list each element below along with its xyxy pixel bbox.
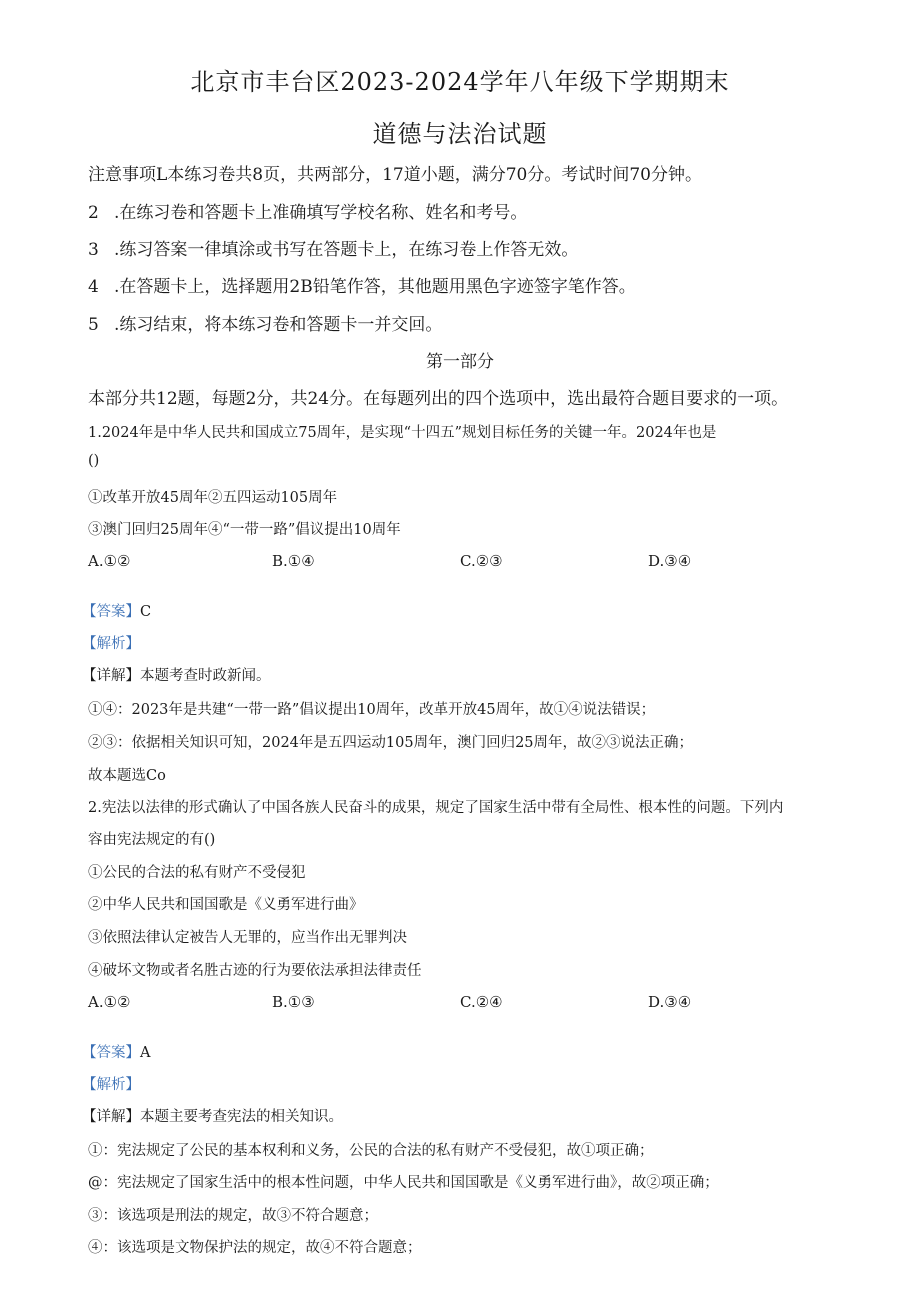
notice-text: .在答题卡上，选择题用2B铅笔作答，其他题用黑色字迹签字笔作答。 (114, 277, 636, 297)
q2-option-c: C.②④ (460, 993, 503, 1011)
q2-stem-line2: 容由宪法规定的有() (88, 832, 216, 848)
q2-stem-line1: 2.宪法以法律的形式确认了中国各族人民奋斗的成果，规定了国家生活中带有全局性、根本性的问题。下列内 (88, 800, 784, 816)
q2-item-3: ③依照法律认定被告人无罪的，应当作出无罪判决 (88, 930, 407, 946)
q1-item-line2: ③澳门回归25周年④“一带一路”倡议提出10周年 (88, 522, 401, 538)
section-title: 第一部分 (426, 352, 494, 372)
q2-explanation-2: @：宪法规定了国家生活中的根本性问题，中华人民共和国国歌是《义勇军进行曲》，故②项正确； (88, 1175, 719, 1191)
q1-analysis-tag: 【解析】 (82, 636, 140, 652)
q2-option-b: B.①③ (272, 993, 315, 1011)
notice-item-3 (88, 235, 578, 260)
q1-option-b: B.①④ (272, 552, 315, 570)
q1-option-a: A.①② (88, 552, 131, 570)
notice-number: 4 (88, 277, 99, 297)
notice-number: 3 (88, 240, 99, 260)
notice-text: .练习答案一律填涂或书写在答题卡上，在练习卷上作答无效。 (114, 240, 579, 260)
q2-option-a: A.①② (88, 993, 131, 1011)
detail-tag: 【详解】 (82, 668, 140, 684)
q2-analysis-tag: 【解析】 (82, 1077, 140, 1093)
notice-text: 注意事项L本练习卷共8页，共两部分，17道小题，满分70分。考试时间70分钟。 (88, 165, 702, 185)
document-title: 北京市丰台区2023-2024学年八年级下学期期末 (190, 68, 730, 96)
q1-item-line1: ①改革开放45周年②五四运动105周年 (88, 490, 338, 506)
q1-explanation-3: 故本题选Co (88, 768, 166, 784)
q1-stem-line1: 1.2024年是中华人民共和国成立75周年，是实现“十四五”规划目标任务的关键一年。2024年也是 (88, 425, 717, 441)
q1-option-c: C.②③ (460, 552, 503, 570)
detail-text: 本题主要考查宪法的相关知识。 (140, 1109, 343, 1125)
q2-answer (82, 1041, 150, 1062)
notice-item-5 (88, 310, 442, 335)
answer-value: C (140, 604, 152, 620)
notice-number: 2 (88, 203, 99, 223)
notice-number: 5 (88, 315, 99, 335)
q1-answer (82, 600, 151, 621)
notice-item-4 (88, 272, 636, 297)
q2-explanation-1: ①：宪法规定了公民的基本权利和义务，公民的合法的私有财产不受侵犯，故①项正确； (88, 1143, 654, 1159)
detail-text: 本题考查时政新闻。 (140, 668, 271, 684)
q1-explanation-2: ②③：依据相关知识可知，2024年是五四运动105周年，澳门回归25周年，故②③说法正确； (88, 735, 694, 751)
q2-explanation-4: ④：该选项是文物保护法的规定，故④不符合题意； (88, 1240, 422, 1256)
q2-item-1: ①公民的合法的私有财产不受侵犯 (88, 865, 306, 881)
q2-item-4: ④破坏文物或者名胜古迹的行为要依法承担法律责任 (88, 963, 422, 979)
answer-tag: 【答案】 (82, 604, 140, 620)
q2-explanation-3: ③：该选项是刑法的规定，故③不符合题意； (88, 1208, 378, 1224)
q2-option-d: D.③④ (648, 993, 692, 1011)
notice-item-1 (88, 160, 702, 185)
q2-detail (82, 1105, 343, 1126)
document-subtitle: 道德与法治试题 (372, 120, 548, 148)
section-intro: 本部分共12题，每题2分，共24分。在每题列出的四个选项中，选出最符合题目要求的一项。 (88, 389, 789, 409)
answer-tag: 【答案】 (82, 1045, 140, 1061)
notice-text: .练习结束，将本练习卷和答题卡一并交回。 (114, 315, 443, 335)
notice-item-2 (88, 198, 527, 223)
q1-stem-line2: () (88, 453, 100, 469)
notice-text: .在练习卷和答题卡上准确填写学校名称、姓名和考号。 (114, 203, 528, 223)
q1-option-d: D.③④ (648, 552, 692, 570)
q2-item-2: ②中华人民共和国国歌是《义勇军进行曲》 (88, 897, 364, 913)
answer-value: A (140, 1045, 151, 1061)
q1-explanation-1: ①④：2023年是共建“一带一路”倡议提出10周年，改革开放45周年，故①④说法错误； (88, 702, 656, 718)
q1-detail (82, 664, 271, 685)
detail-tag: 【详解】 (82, 1109, 140, 1125)
